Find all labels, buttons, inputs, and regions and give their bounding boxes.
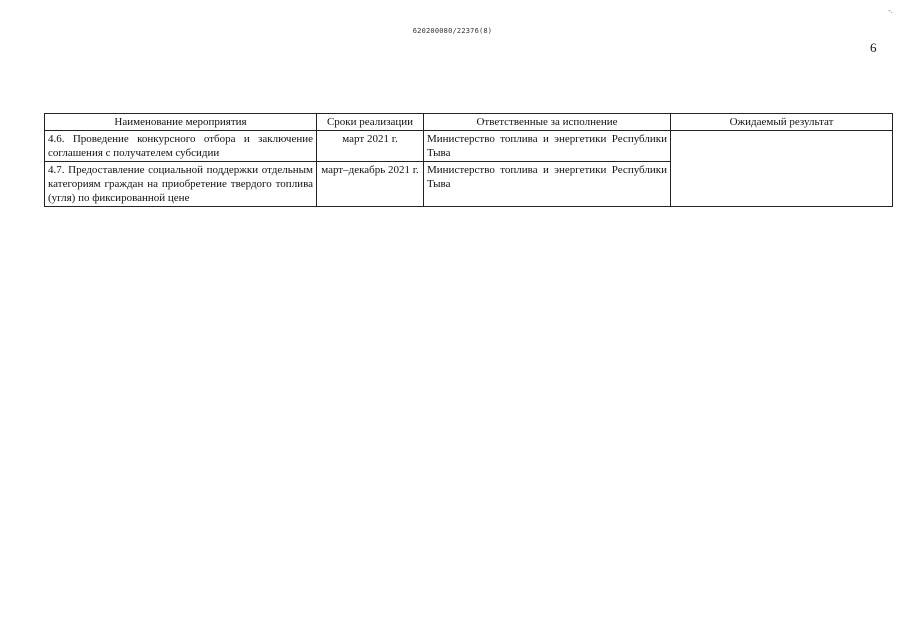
row-responsible-cell: Министерство топлива и энергетики Республики Тыва xyxy=(424,162,671,207)
row-result-cell xyxy=(671,131,893,207)
table-header-row xyxy=(45,114,893,131)
scan-corner-mark: -. xyxy=(888,6,893,15)
table-row xyxy=(45,131,893,162)
row-responsible-cell: Министерство топлива и энергетики Республики Тыва xyxy=(424,131,671,162)
header-responsible: Ответственные за исполнение xyxy=(424,114,671,131)
document-id: 620200080/22376(8) xyxy=(412,27,493,35)
activities-table xyxy=(44,113,893,207)
row-term-cell: март 2021 г. xyxy=(317,131,424,162)
page-number: 6 xyxy=(870,40,877,55)
row-term-cell: март–декабрь 2021 г. xyxy=(317,162,424,207)
header-result: Ожидаемый результат xyxy=(671,114,893,131)
row-name-cell: 4.7. Предоставление социальной поддержки отдельным категориям граждан на приобретение твердого топлива (угля) по фиксированной цене xyxy=(45,162,317,207)
header-name: Наименование мероприятия xyxy=(45,114,317,131)
header-term: Сроки реализации xyxy=(317,114,424,131)
row-name-cell: 4.6. Проведение конкурсного отбора и заключение соглашения с получателем субсидии xyxy=(45,131,317,162)
